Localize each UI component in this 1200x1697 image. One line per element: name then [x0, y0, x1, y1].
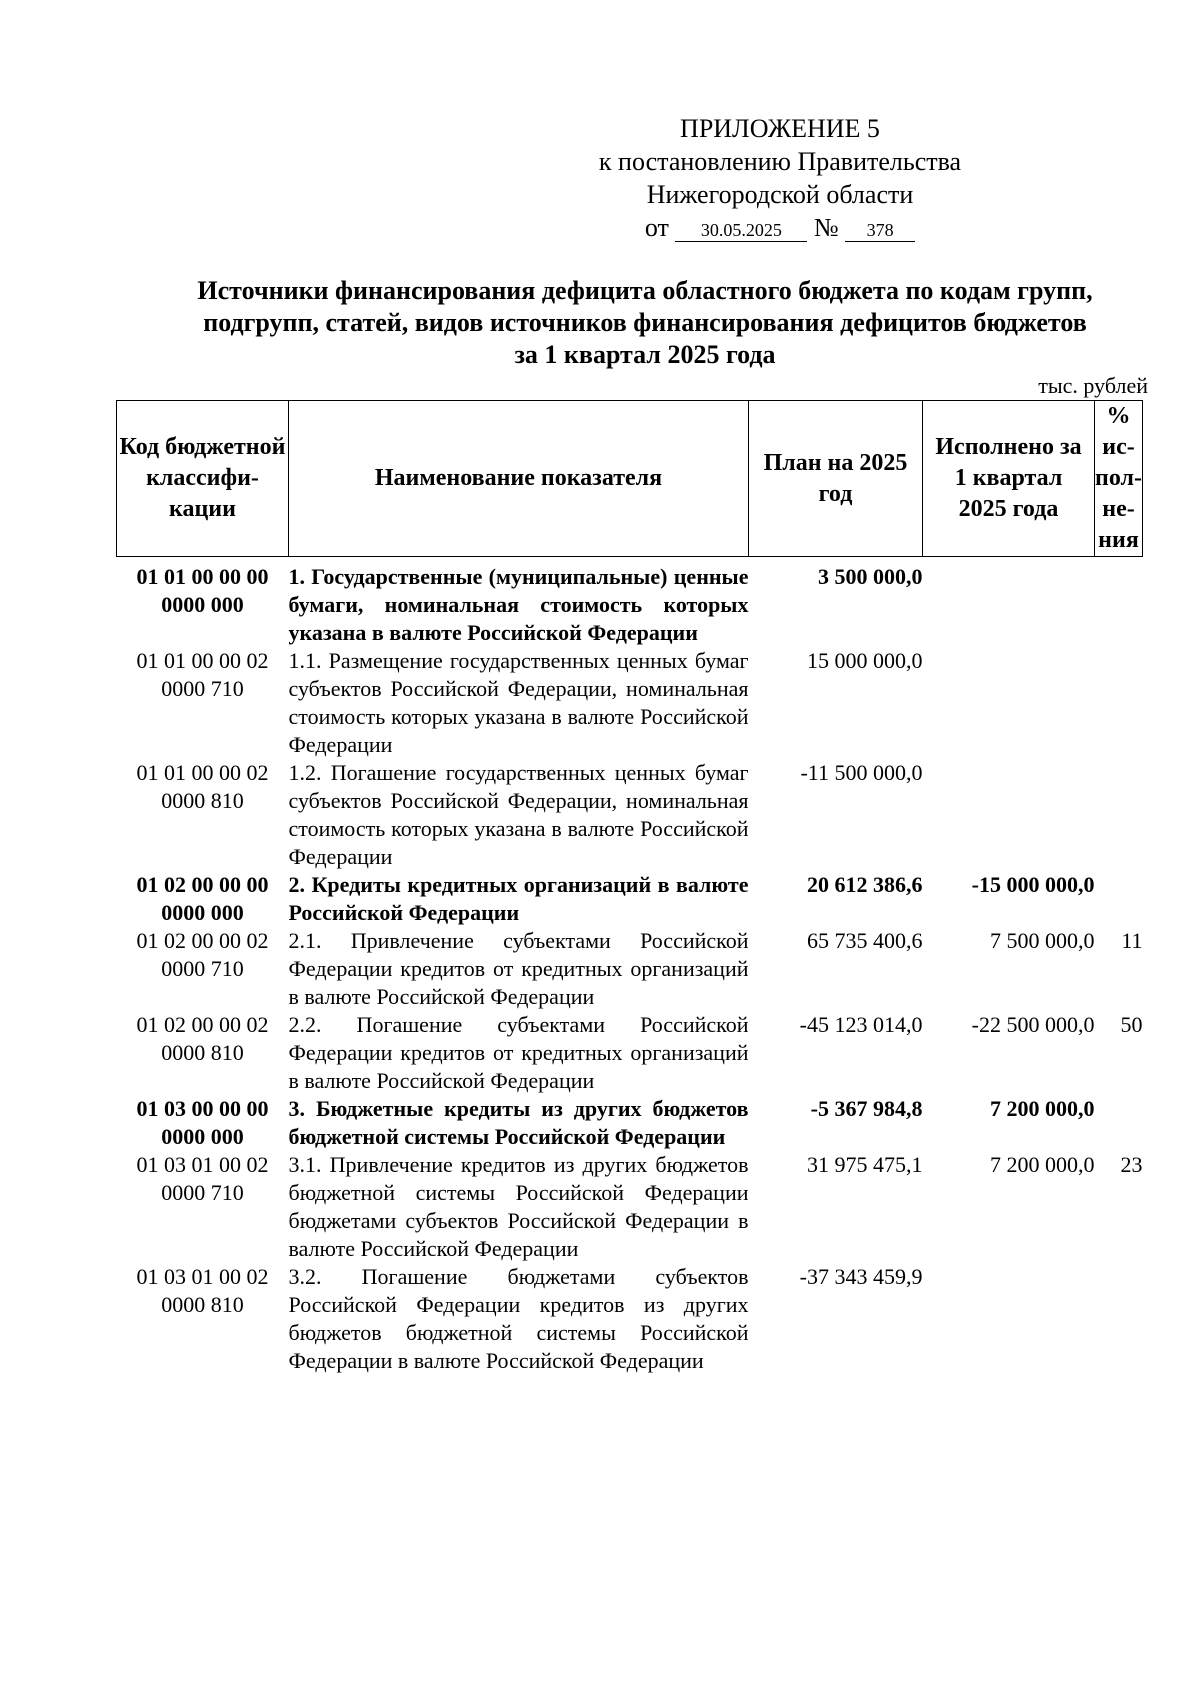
row-plan: 65 735 400,6: [807, 928, 923, 953]
row-percent: [1095, 647, 1143, 759]
row-name: 2. Кредиты кредитных организаций в валюте Российской Федерации: [288, 872, 749, 925]
row-executed: -22 500 000,0: [971, 1012, 1095, 1037]
row-code: 01 02 00 00 00 0000 000: [136, 872, 269, 925]
resolution-date: 30.05.2025: [675, 219, 807, 242]
appendix-title: ПРИЛОЖЕНИЕ 5: [680, 114, 880, 143]
row-code: 01 01 00 00 02 0000 710: [136, 648, 269, 701]
table-row: [117, 927, 1143, 1011]
table-header-row: [117, 401, 1143, 557]
row-name: 3. Бюджетные кредиты из других бюджетов бюджетной системы Российской Федерации: [288, 1096, 749, 1149]
row-code: 01 03 01 00 02 0000 810: [136, 1264, 269, 1317]
row-executed: -15 000 000,0: [971, 872, 1095, 897]
row-percent: 50: [1120, 1012, 1143, 1037]
row-plan: 15 000 000,0: [807, 648, 923, 673]
row-plan: -45 123 014,0: [799, 1012, 923, 1037]
row-code: 01 02 00 00 02 0000 810: [136, 1012, 269, 1065]
number-label: №: [813, 213, 839, 242]
sources-table: [116, 400, 1143, 1375]
row-plan: 3 500 000,0: [818, 564, 923, 589]
table-row: [117, 1151, 1143, 1263]
title-line-2: подгрупп, статей, видов источников финансирования дефицитов бюджетов: [203, 308, 1087, 337]
row-percent: [1095, 557, 1143, 648]
row-percent: 11: [1121, 928, 1143, 953]
header-code: Код бюджетной классифи-кации: [117, 401, 289, 557]
row-executed: [923, 759, 1095, 871]
row-plan: 31 975 475,1: [807, 1152, 923, 1177]
row-code: 01 03 01 00 02 0000 710: [136, 1152, 269, 1205]
row-code: 01 01 00 00 02 0000 810: [136, 760, 269, 813]
header-executed: Исполнено за 1 квартал 2025 года: [923, 401, 1095, 557]
row-code: 01 02 00 00 02 0000 710: [136, 928, 269, 981]
row-percent: [1095, 1095, 1143, 1151]
row-plan: 20 612 386,6: [807, 872, 923, 897]
row-percent: [1095, 1263, 1143, 1375]
from-label: от: [644, 213, 669, 242]
row-name: 2.2. Погашение субъектами Российской Федерации кредитов от кредитных организаций в валюте Российской Федерации: [288, 1012, 749, 1093]
row-executed: [923, 557, 1095, 648]
appendix-line-2: к постановлению Правительства: [598, 147, 962, 176]
row-name: 1.2. Погашение государственных ценных бумаг субъектов Российской Федерации, номинальная стоимость которых указана в валюте Российской Федерации: [288, 760, 749, 869]
resolution-number: 378: [845, 219, 915, 242]
header-percent: % ис-пол-не-ния: [1095, 401, 1143, 557]
units-label: тыс. рублей: [1038, 373, 1148, 398]
row-executed: [923, 1263, 1095, 1375]
row-executed: 7 500 000,0: [990, 928, 1095, 953]
row-executed: 7 200 000,0: [990, 1096, 1095, 1121]
row-code: 01 03 00 00 00 0000 000: [136, 1096, 269, 1149]
row-name: 3.1. Привлечение кредитов из других бюджетов бюджетной системы Российской Федерации бюджетами субъектов Российской Федерации в валюте Российской Федерации: [288, 1152, 749, 1261]
document-title: [120, 275, 1170, 371]
header-plan: План на 2025 год: [749, 401, 923, 557]
row-percent: 23: [1120, 1152, 1143, 1177]
table-row: [117, 759, 1143, 871]
table-row: [117, 871, 1143, 927]
header-name: Наименование показателя: [289, 401, 749, 557]
table-row: [117, 1011, 1143, 1095]
table-row: [117, 557, 1143, 648]
appendix-block: [560, 112, 1000, 244]
row-plan: -37 343 459,9: [799, 1264, 923, 1289]
row-executed: 7 200 000,0: [990, 1152, 1095, 1177]
title-line-1: Источники финансирования дефицита областного бюджета по кодам групп,: [197, 276, 1093, 305]
row-code: 01 01 00 00 00 0000 000: [136, 564, 269, 617]
row-name: 2.1. Привлечение субъектами Российской Федерации кредитов от кредитных организаций в валюте Российской Федерации: [288, 928, 749, 1009]
table-row: [117, 1263, 1143, 1375]
row-plan: -11 500 000,0: [800, 760, 923, 785]
row-percent: [1095, 759, 1143, 871]
row-name: 1. Государственные (муниципальные) ценные бумаги, номинальная стоимость которых указана в валюте Российской Федерации: [288, 564, 749, 645]
row-percent: [1095, 871, 1143, 927]
row-plan: -5 367 984,8: [810, 1096, 923, 1121]
appendix-line-3: Нижегородской области: [646, 180, 914, 209]
row-name: 1.1. Размещение государственных ценных бумаг субъектов Российской Федерации, номинальная стоимость которых указана в валюте Российской Федерации: [288, 648, 749, 757]
row-name: 3.2. Погашение бюджетами субъектов Российской Федерации кредитов из других бюджетов бюджетной системы Российской Федерации в валюте Российской Федерации: [288, 1264, 749, 1373]
table-row: [117, 647, 1143, 759]
table-row: [117, 1095, 1143, 1151]
row-executed: [923, 647, 1095, 759]
resolution-date-line: [560, 211, 1000, 244]
title-line-3: за 1 квартал 2025 года: [514, 340, 776, 369]
